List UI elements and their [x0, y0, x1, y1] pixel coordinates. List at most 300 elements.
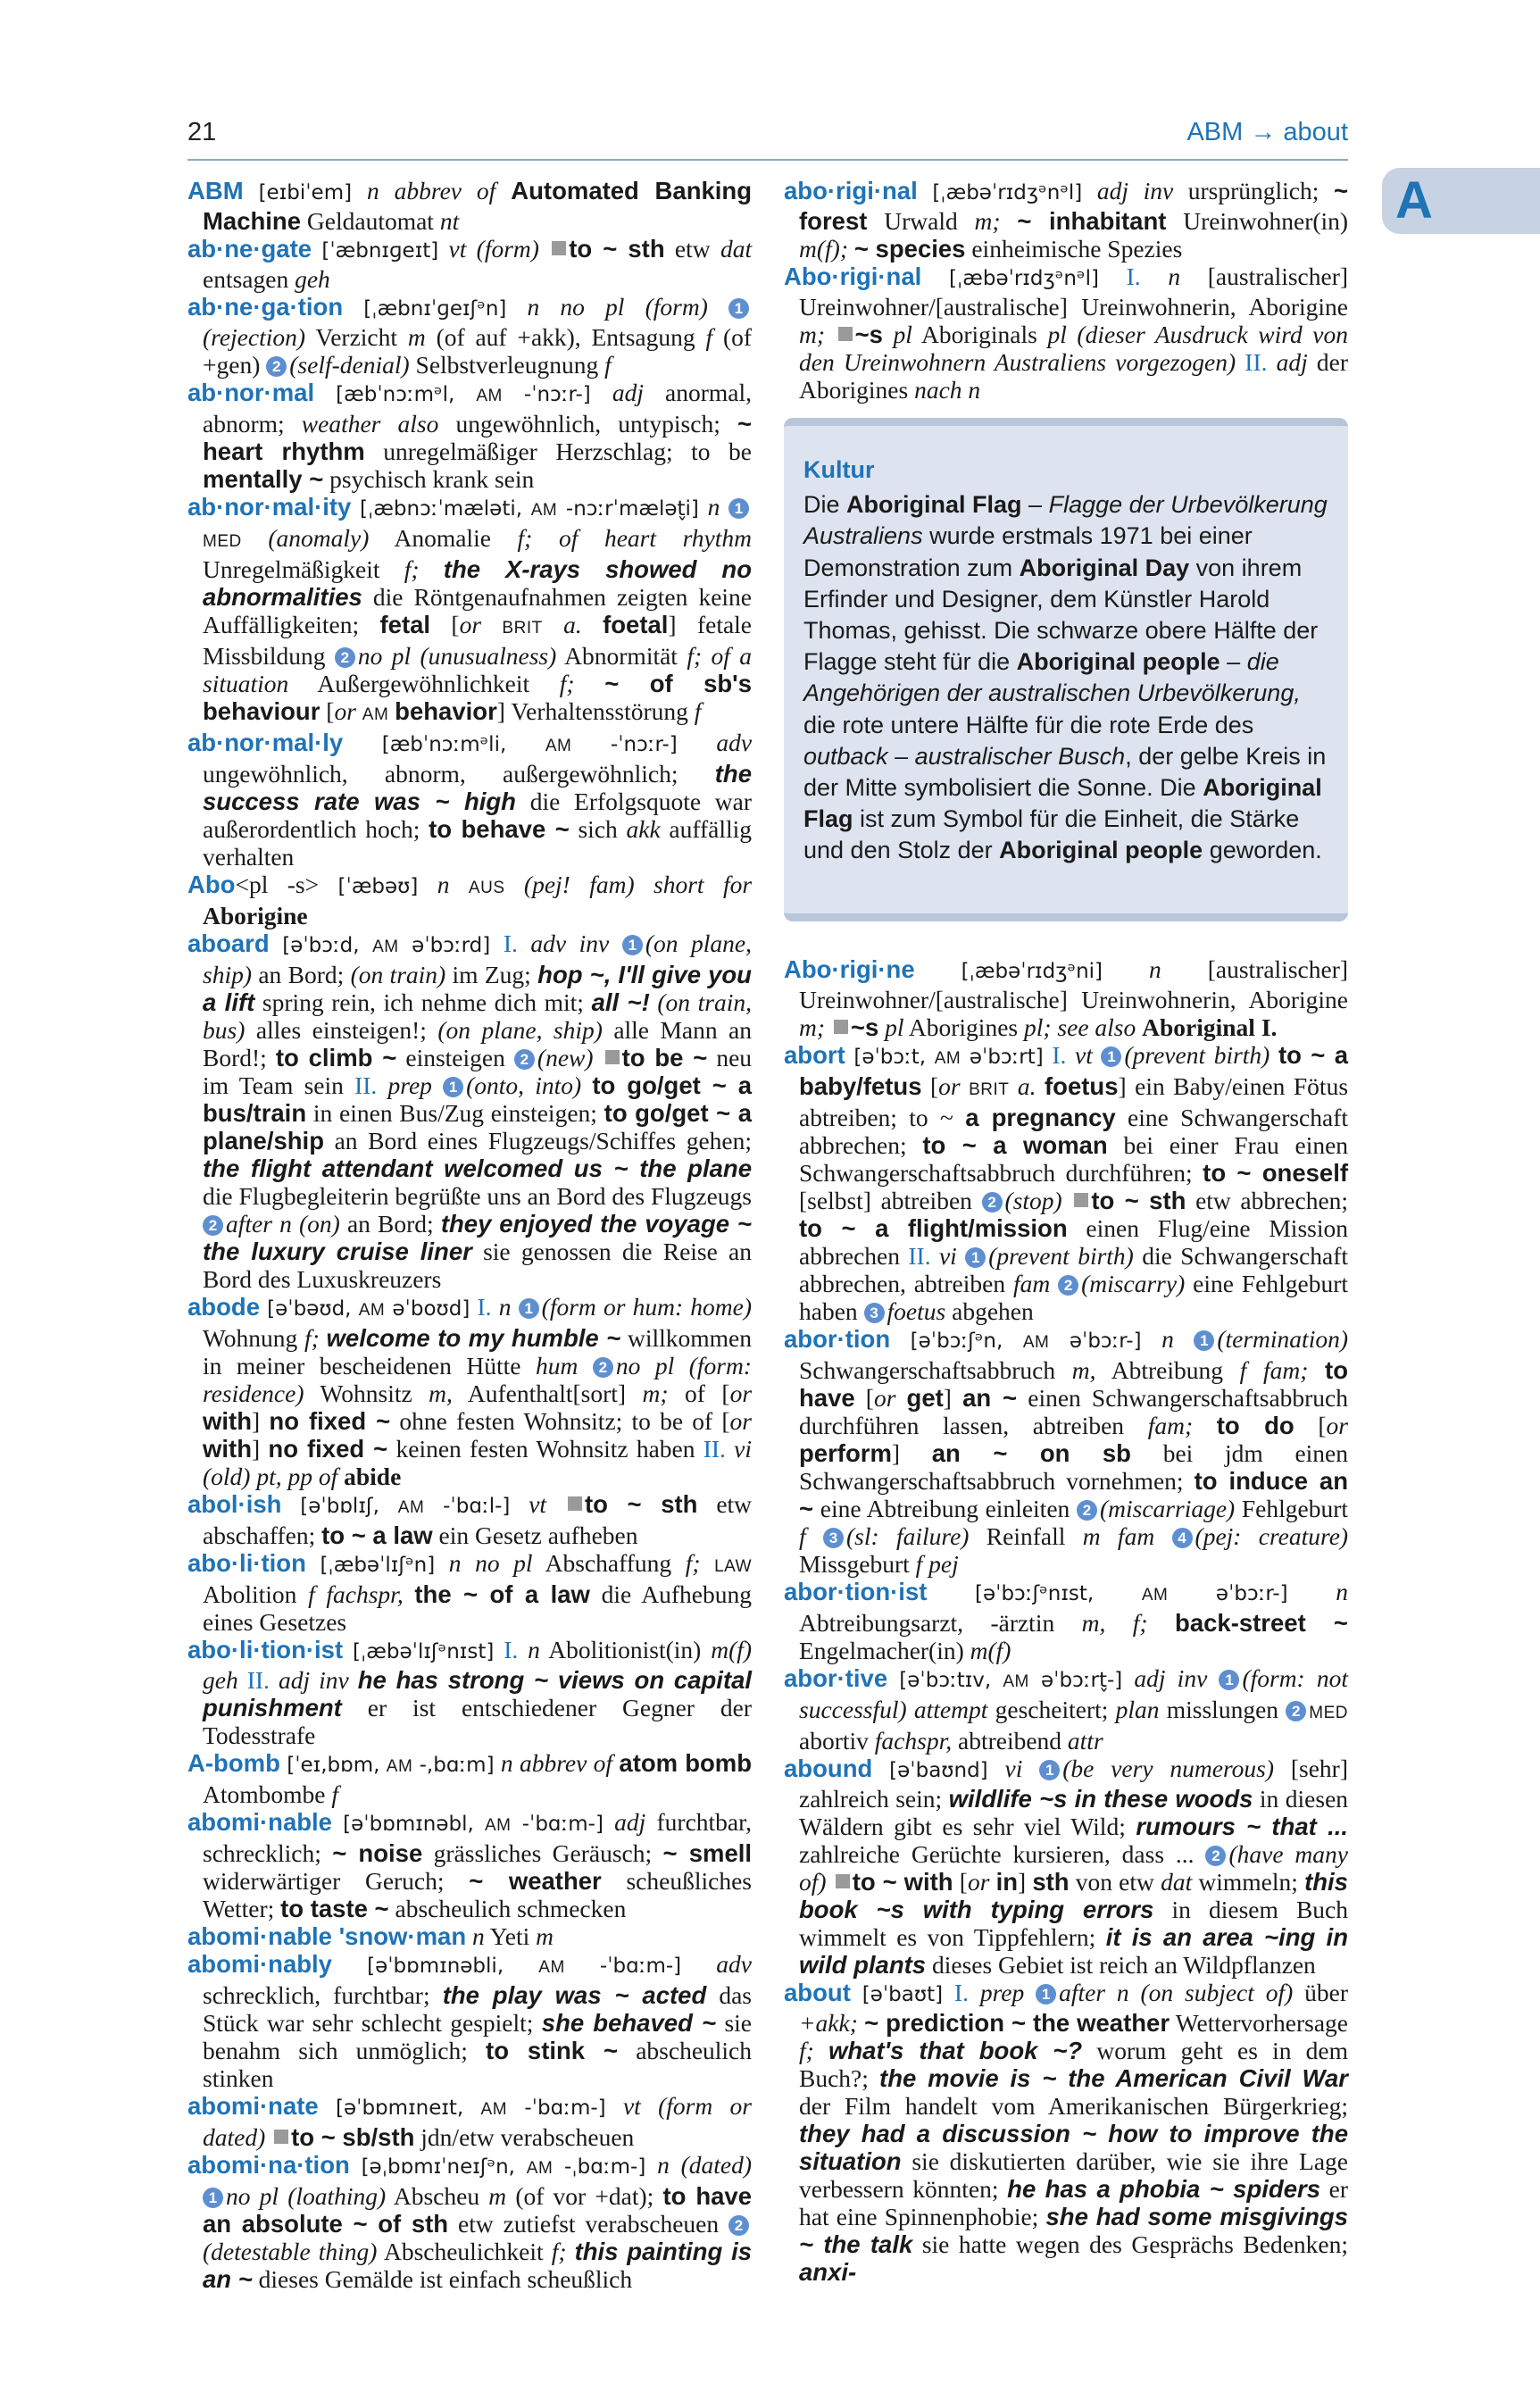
phrase: to ~ sb/sth: [291, 2123, 415, 2151]
translation: grässliches Geräusch;: [433, 1839, 653, 1867]
phrase: foetal: [603, 611, 669, 638]
translation: Verzicht: [315, 323, 398, 351]
sense-label: no pl (unusualness): [357, 642, 557, 670]
sense-label: (self-denial): [289, 351, 410, 379]
part-number: I.: [1126, 263, 1141, 290]
header-rule: [187, 159, 1348, 161]
translation: schrecklich, furchtbar;: [203, 1981, 430, 2009]
translation: misslungen: [1166, 1696, 1279, 1723]
pronunciation: [əˈbɔːʃᵊnɪst,: [975, 1582, 1095, 1605]
example: anxi-: [799, 2258, 857, 2286]
example: they had a discussion ~ how to improve the situation: [799, 2120, 1348, 2175]
phrase: with: [203, 1407, 252, 1435]
translation: Geldautomat: [306, 207, 434, 235]
headword: ab·ne·ga·tion: [187, 293, 344, 321]
gloss: outback – australischer Busch: [803, 742, 1126, 770]
gender: f: [604, 351, 612, 379]
pronunciation: əˈbɔːrt]: [969, 1046, 1044, 1069]
example: the movie is ~ the American Civil War: [879, 2064, 1348, 2092]
translation: Aufenthalt[sort]: [467, 1380, 627, 1407]
phrase: fetal: [379, 611, 431, 638]
translation: ohne festen Wohnsitz; to be of [: [399, 1407, 730, 1435]
example: this painting is an ~: [203, 2238, 752, 2293]
phrase: no fixed ~: [268, 1435, 388, 1463]
text: von ihrem Erfinder und Designer, dem Künstler Harold Thomas, gehisst. Die schwarze obere Hälfte der Flagge steht für die: [803, 554, 1319, 676]
phrase: behavior: [395, 697, 497, 725]
entry-abound: abound [əˈbaʊnd] vi 1 (be very numerous) [sehr] zahlreich sein; wildlife ~s in these woods in diesen Wäldern gibt es sehr viel Wild; rumours ~ that ... zahlreiche Gerüchte kursieren, dass ... 2 (have many of) to ~ with [or in] sth von etw dat wimmeln; this book ~s with typing errors in diesem Buch wimmelt es von Tippfehlern; it is an area ~ing in wild plants dieses Gebiet ist reich an Wildpflanzen: [784, 1755, 1349, 1979]
grammar: adj inv: [1096, 177, 1174, 204]
translation: bei jdm einen Schwangerschaftsabbruch vornehmen;: [799, 1439, 1349, 1495]
part-number: II.: [246, 1666, 270, 1694]
sense-label: (have many of): [799, 1840, 1348, 1896]
region-label: AM: [1022, 1333, 1050, 1352]
translation: wimmeln;: [1198, 1868, 1298, 1896]
square-icon: [838, 327, 853, 341]
also-label: a.: [563, 611, 582, 638]
translation: anormal, abnorm;: [203, 379, 753, 438]
entry-abnegate: [187, 235, 752, 293]
register: fachspr,: [874, 1727, 953, 1755]
headword: abor·tive: [784, 1664, 888, 1692]
phrase: ~ heart rhythm: [203, 410, 753, 465]
translation: er hat eine Spinnenphobie;: [799, 2175, 1349, 2230]
sense-number-icon: 1: [1219, 1670, 1239, 1690]
sense-label: (prevent birth): [988, 1242, 1134, 1270]
entry-abnegation: [187, 293, 752, 379]
example: she had some misgivings ~ the talk: [799, 2203, 1348, 2258]
entry-abolition: [187, 1549, 752, 1636]
translation: Abnormität: [564, 642, 678, 670]
part-number: II.: [908, 1242, 931, 1270]
example: he has strong ~ views on capital punishment: [203, 1666, 753, 1721]
sense-label: (miscarry): [1081, 1270, 1186, 1297]
gender: m;: [974, 207, 1001, 235]
headword: aboard: [187, 929, 270, 957]
gender: f;: [404, 555, 420, 583]
gender: m;: [799, 321, 826, 348]
sense-label: (be very numerous): [1062, 1755, 1274, 1782]
entry-abm: [187, 177, 752, 235]
grammar: prep: [387, 1071, 432, 1099]
translation: gescheitert;: [995, 1696, 1109, 1723]
phrase: in: [995, 1868, 1019, 1896]
sense-label: after n (on subject of): [1059, 1979, 1294, 2006]
grammar: n no pl (form): [527, 293, 708, 321]
headword: abound: [784, 1755, 873, 1782]
phrase: ~ of sb's behaviour: [203, 670, 752, 725]
sense-label: (prevent birth): [1124, 1041, 1270, 1069]
square-icon: [836, 1874, 850, 1888]
translation: Wohnsitz: [320, 1380, 412, 1407]
example: the success rate was ~ high: [203, 760, 753, 815]
grammar: n: [1168, 263, 1181, 290]
collocate: attempt: [913, 1696, 988, 1723]
sense-label: after n (on): [226, 1210, 340, 1238]
case: dat: [1161, 1868, 1193, 1896]
region-label: AM: [1141, 1586, 1169, 1605]
translation: an Bord;: [346, 1210, 434, 1238]
phrase: ~s: [854, 321, 883, 348]
sense-number-icon: 4: [1172, 1528, 1193, 1548]
sense-number-icon: 2: [1058, 1275, 1078, 1296]
phrase: a pregnancy: [965, 1104, 1116, 1131]
gender: f: [331, 1780, 339, 1808]
phrase: the ~ of a law: [414, 1580, 590, 1608]
translation: einheimische Spezies: [971, 235, 1183, 263]
or-label: or: [459, 611, 482, 638]
sense-label: (pej: creature): [1195, 1522, 1349, 1550]
pronunciation: [əˌbɒmɪˈneɪʃᵊn,: [361, 2155, 515, 2179]
or-label: or: [729, 1407, 752, 1435]
translation: spring rein, ich nehme dich mit;: [262, 988, 584, 1016]
grammar: adj inv: [1134, 1664, 1208, 1692]
translation: keinen festen Wohnsitz haben: [395, 1435, 695, 1463]
translation: jdn/etw verabscheuen: [420, 2123, 635, 2151]
sense-label: (miscarriage): [1099, 1495, 1236, 1522]
cross-reference: atom bomb: [619, 1749, 753, 1777]
translation: alle Mann an Bord!;: [203, 1016, 752, 1071]
gender: m: [488, 2182, 507, 2210]
headword: ABM: [187, 177, 244, 204]
gender: m;: [642, 1380, 669, 1407]
entry-abnormally: [187, 729, 752, 871]
phrase: to ~ sth: [584, 1490, 698, 1518]
sense-number-icon: 1: [728, 298, 749, 319]
sense-number-icon: 1: [1101, 1046, 1121, 1067]
phrase: to stink ~: [486, 2037, 619, 2064]
gender: f;: [304, 1324, 320, 1352]
grammar: adj: [612, 379, 644, 406]
region-label: AM: [545, 737, 572, 755]
example: what's that book ~?: [828, 2037, 1083, 2064]
phrase: to ~ with: [852, 1868, 953, 1896]
expansion: Automated Banking Machine: [203, 177, 753, 235]
sense-number-icon: 2: [1077, 1500, 1097, 1521]
translation: furchtbar, schrecklich;: [203, 1808, 753, 1867]
translation: Wettervorhersage: [1175, 2009, 1348, 2037]
translation: Ureinwohner(in): [1183, 207, 1349, 235]
translation: einsteigen: [405, 1044, 505, 1071]
region-label: BRIT: [969, 1080, 1010, 1099]
translation: Schwangerschaftsabbruch: [799, 1356, 1056, 1384]
phrase: to ~ oneself: [1203, 1159, 1349, 1187]
grammar: adv: [716, 729, 753, 756]
part-number: I.: [477, 1293, 492, 1321]
pronunciation: [əˈbaʊnd]: [889, 1759, 988, 1782]
translation: Abscheu: [393, 2182, 480, 2210]
sense-number-icon: 2: [1286, 1701, 1306, 1721]
pronunciation: [ˌæbəˈrɪdʒᵊni]: [961, 960, 1103, 983]
square-icon: [274, 2130, 288, 2144]
phrase: to ~ a law: [321, 1521, 433, 1549]
translation: (of auf +akk), Entsagung: [436, 323, 695, 351]
example: wildlife ~s in these woods: [948, 1785, 1253, 1813]
translation: sich: [578, 815, 618, 843]
translation: von etw: [1075, 1868, 1154, 1896]
translation: ungewöhnlich, untypisch;: [455, 410, 720, 438]
translation: der Aborigines: [799, 348, 1348, 404]
translation: Abscheulichkeit: [383, 2238, 544, 2265]
sense-label: (on train): [350, 961, 446, 988]
pronunciation: [ˌæbnɪˈɡeɪʃᵊn]: [363, 297, 507, 321]
gender: m,: [429, 1380, 453, 1407]
gender: m,: [1071, 1356, 1096, 1384]
gender: m: [536, 1922, 554, 1950]
part-number: I.: [953, 1979, 969, 2006]
translation: das Stück war sehr schlecht gespielt;: [203, 1981, 753, 2037]
region-label: AM: [934, 1049, 961, 1068]
sense-number-icon: 1: [1194, 1330, 1214, 1351]
translation: Engelmacher(in): [799, 1637, 964, 1664]
gender: f: [799, 1522, 806, 1550]
thumb-index-letter: A: [1395, 171, 1433, 229]
translation: Abolitionist(in): [548, 1636, 702, 1663]
translation: etw abbrechen;: [1195, 1187, 1349, 1214]
sense-label: no pl (loathing): [226, 2182, 387, 2210]
square-icon: [1074, 1193, 1088, 1207]
gender: f;: [559, 670, 575, 697]
grammar: vi: [1004, 1755, 1023, 1782]
pronunciation: -ˈbɑːl-]: [443, 1495, 511, 1518]
text: wurde erstmals 1971 bei einer Demonstration zum: [803, 522, 1253, 581]
grammar: pl: [893, 321, 912, 348]
term: Aboriginal Flag: [803, 774, 1322, 833]
translation: abscheulich stinken: [203, 2037, 753, 2092]
entry-aboriginal-noun: [784, 263, 1348, 404]
register: fam: [1012, 1270, 1051, 1297]
gender: m(f) geh: [203, 1636, 753, 1694]
translation: alles einsteigen!;: [255, 1016, 427, 1044]
sense-number-icon: 1: [728, 498, 749, 519]
phrase: an ~ on sb: [931, 1439, 1131, 1467]
translation: etw zutiefst verabscheuen: [458, 2210, 720, 2238]
sense-number-icon: 2: [593, 1357, 613, 1378]
text: ist zum Symbol für die Einheit, die Stärke und den Stolz der: [803, 805, 1300, 864]
region-label: AM: [485, 1816, 512, 1835]
entry-aboard: [187, 929, 752, 1293]
square-icon: [568, 1496, 582, 1511]
translation: [australischer] Ureinwohner/[australische] Ureinwohnerin, Aborigine: [799, 955, 1349, 1013]
translation: eine Fehlgeburt haben: [799, 1270, 1348, 1325]
or-label: or: [938, 1072, 961, 1100]
translation: [australischer] Ureinwohner/[australische] Ureinwohnerin, Aborigine: [799, 263, 1349, 321]
translation: Missgeburt: [799, 1550, 910, 1578]
also-label: a.: [1017, 1072, 1036, 1100]
term: Aboriginal people: [1016, 648, 1220, 676]
phrase: to behave ~: [429, 815, 570, 843]
headword: abomi·na·tion: [187, 2151, 350, 2179]
entry-abortive: [784, 1664, 1348, 1755]
translation: (of +gen): [203, 323, 753, 379]
phrase: ~s: [850, 1013, 879, 1041]
grammar: adj: [614, 1808, 646, 1836]
phrase: to ~ a flight/mission: [799, 1214, 1068, 1242]
region-label: AM: [386, 1757, 413, 1776]
phrase: to ~ sth: [569, 235, 665, 263]
headword: abo·rigi·nal: [784, 177, 918, 204]
cross-reference: Aborigine: [203, 902, 308, 929]
translation: sie genossen die Reise an Bord des Luxuskreuzers: [203, 1238, 753, 1293]
pronunciation: [ˌæbəˈlɪʃᵊnɪst]: [353, 1640, 495, 1663]
part-number: II.: [703, 1435, 726, 1463]
region-label: AM: [397, 1498, 425, 1517]
gender: m: [407, 323, 426, 351]
translation: zahlreiche Gerüchte kursieren, dass ...: [799, 1840, 1195, 1868]
headword: Abo·rigi·nal: [784, 263, 922, 290]
gender: f: [694, 697, 702, 725]
pronunciation: [əˈbɒmɪnəbl,: [343, 1813, 474, 1836]
headword: A-bomb: [187, 1749, 280, 1777]
square-icon: [605, 1050, 620, 1064]
text: Die: [803, 491, 840, 519]
culture-box-text: [803, 489, 1330, 866]
headword: Abo: [187, 871, 236, 898]
headword: abomi·nate: [187, 2092, 319, 2120]
or-label: or: [967, 1868, 990, 1896]
sense-label: (rejection): [203, 323, 306, 351]
pronunciation: -ˈbɑːm-]: [521, 1813, 604, 1836]
sense-label: (termination): [1217, 1325, 1348, 1353]
translation: die Flugbegleiterin begrüßte uns an Bord des Flugzeugs: [203, 1182, 752, 1210]
phrase: to ~ a baby/fetus: [799, 1041, 1349, 1100]
phrase: to ~ a woman: [922, 1131, 1108, 1159]
translation: abscheulich schmecken: [395, 1895, 627, 1922]
sense-label: (on plane, ship): [437, 1016, 603, 1044]
text: –: [1021, 491, 1043, 519]
region-label: AM: [372, 938, 399, 956]
entry-a-bomb: [187, 1749, 752, 1808]
translation: Abolition: [203, 1580, 297, 1608]
example: she behaved ~: [541, 2009, 717, 2037]
headword: abomi·nable 'snow·man: [187, 1922, 467, 1950]
translation: etw: [674, 235, 711, 263]
translation: bei einer Frau einen Schwangerschaftsabbruch durchführen;: [799, 1131, 1349, 1187]
sense-number-icon: 2: [266, 356, 287, 377]
gender: m fam: [1082, 1522, 1155, 1550]
entry-abolish: [187, 1490, 752, 1549]
phrase: foetus: [1044, 1072, 1119, 1100]
phrase: to have: [799, 1356, 1348, 1412]
example: welcome to my humble ~: [326, 1324, 621, 1352]
term: Aboriginal Flag: [846, 491, 1022, 519]
sense-number-icon: 3: [823, 1528, 844, 1548]
right-column-top: [784, 177, 1348, 404]
headword: abomi·nably: [187, 1950, 332, 1978]
pronunciation: -ˈbɑːm-]: [524, 2096, 606, 2120]
phrase: to go/get ~ a plane/ship: [203, 1099, 753, 1154]
sense-label: (onto, into): [466, 1071, 582, 1099]
sense-number-icon: 1: [203, 2188, 223, 2208]
gender: f: [705, 323, 713, 351]
sense-number-icon: 2: [982, 1192, 1003, 1213]
gender: f;: [799, 2037, 814, 2064]
translation: widerwärtiger Geruch;: [203, 1867, 445, 1895]
translation: sie hatte wegen des Gesprächs Bedenken;: [921, 2230, 1348, 2258]
grammar: n abbrev of: [367, 177, 496, 204]
translation: psychisch krank sein: [329, 465, 535, 493]
phrase: get: [906, 1384, 944, 1412]
or-label: or: [1326, 1412, 1348, 1439]
gender: f;: [685, 1549, 701, 1577]
pronunciation: [ˈeɪ,bɒm,: [287, 1754, 380, 1777]
register: geh: [295, 265, 330, 293]
grammar: n: [1161, 1325, 1174, 1353]
entry-aboriginal: [784, 177, 1348, 263]
pronunciation: [ˌæbəˈrɪdʒᵊnᵊl]: [932, 181, 1083, 204]
grammar: n: [472, 1922, 485, 1950]
entry-abomination: [187, 2151, 752, 2293]
translation: ] Verhaltensstörung: [496, 697, 688, 725]
phrase: to ~ sth: [1091, 1187, 1186, 1214]
term: Aboriginal Day: [1019, 554, 1190, 581]
position-note: attr: [1067, 1727, 1103, 1755]
field-label: LAW: [714, 1557, 753, 1576]
headword: abomi·nable: [187, 1808, 332, 1836]
gender: f;: [517, 524, 533, 552]
translation: ] ein Baby/einen Fötus abtreiben; to ~: [799, 1072, 1349, 1131]
pronunciation: [æbˈnɔːmᵊl,: [336, 383, 455, 406]
grammar: adv: [716, 1950, 753, 1978]
translation: eine Abtreibung einleiten: [820, 1495, 1070, 1522]
translation: er ist entschiedener Gegner der Todesstrafe: [203, 1694, 752, 1749]
region-label: AM: [476, 387, 503, 405]
left-column: [187, 177, 752, 2293]
gender: m;: [799, 1013, 826, 1041]
region-label: AM: [530, 501, 558, 520]
entry-abolitionist: [187, 1636, 752, 1749]
example: hop ~, I'll give you a lift: [203, 961, 752, 1016]
cross-reference: Aboriginal I.: [1142, 1013, 1278, 1041]
phrase: back-street ~: [1175, 1609, 1348, 1637]
grammar: n: [528, 1636, 540, 1663]
phrase: to induce an ~: [799, 1467, 1349, 1522]
translation: Anomalie: [394, 524, 491, 552]
phrase: ~ forest: [799, 177, 1349, 235]
usage-note: weather also: [301, 410, 439, 438]
pronunciation: -ˈnɔːr-]: [523, 383, 591, 406]
pronunciation: [əˈbɒmɪnəbli,: [367, 1955, 504, 1978]
entry-abominably: [187, 1950, 752, 2092]
grammar: vt: [1075, 1041, 1093, 1069]
phrase: to do: [1216, 1412, 1294, 1439]
headword: abo·li·tion: [187, 1549, 306, 1577]
region-label: BRIT: [502, 619, 543, 638]
square-icon: [834, 1020, 848, 1034]
gender: m(f): [970, 1637, 1011, 1664]
running-head: ABM → about: [1186, 118, 1348, 146]
region-label: AUS: [468, 879, 505, 897]
phrase: sth: [1032, 1868, 1070, 1896]
region-label: AM: [1003, 1672, 1029, 1691]
pronunciation: -ˈbɑːm-]: [599, 1955, 682, 1978]
sense-number-icon: 2: [1205, 1846, 1226, 1866]
phrase: perform: [799, 1439, 892, 1467]
translation: ein Gesetz aufheben: [438, 1521, 638, 1549]
translation: sie benahm sich unmöglich;: [203, 2009, 753, 2064]
translation: ungewöhnlich, abnorm, außergewöhnlich;: [203, 760, 678, 788]
field-label: MED: [1309, 1704, 1348, 1722]
headword: abort: [784, 1041, 845, 1069]
entry-abominable-snowman: [187, 1922, 752, 1950]
translation: Aboriginals: [921, 321, 1037, 348]
grammar: vi: [938, 1242, 957, 1270]
grammar: vt (form): [448, 235, 539, 263]
pronunciation: əˈbɔːr-]: [1215, 1582, 1288, 1605]
grammar: n: [707, 493, 720, 521]
text: geworden.: [1203, 837, 1322, 864]
translation: (of vor +dat);: [515, 2182, 654, 2210]
example: it is an area ~ing in wild plants: [799, 1923, 1348, 1979]
